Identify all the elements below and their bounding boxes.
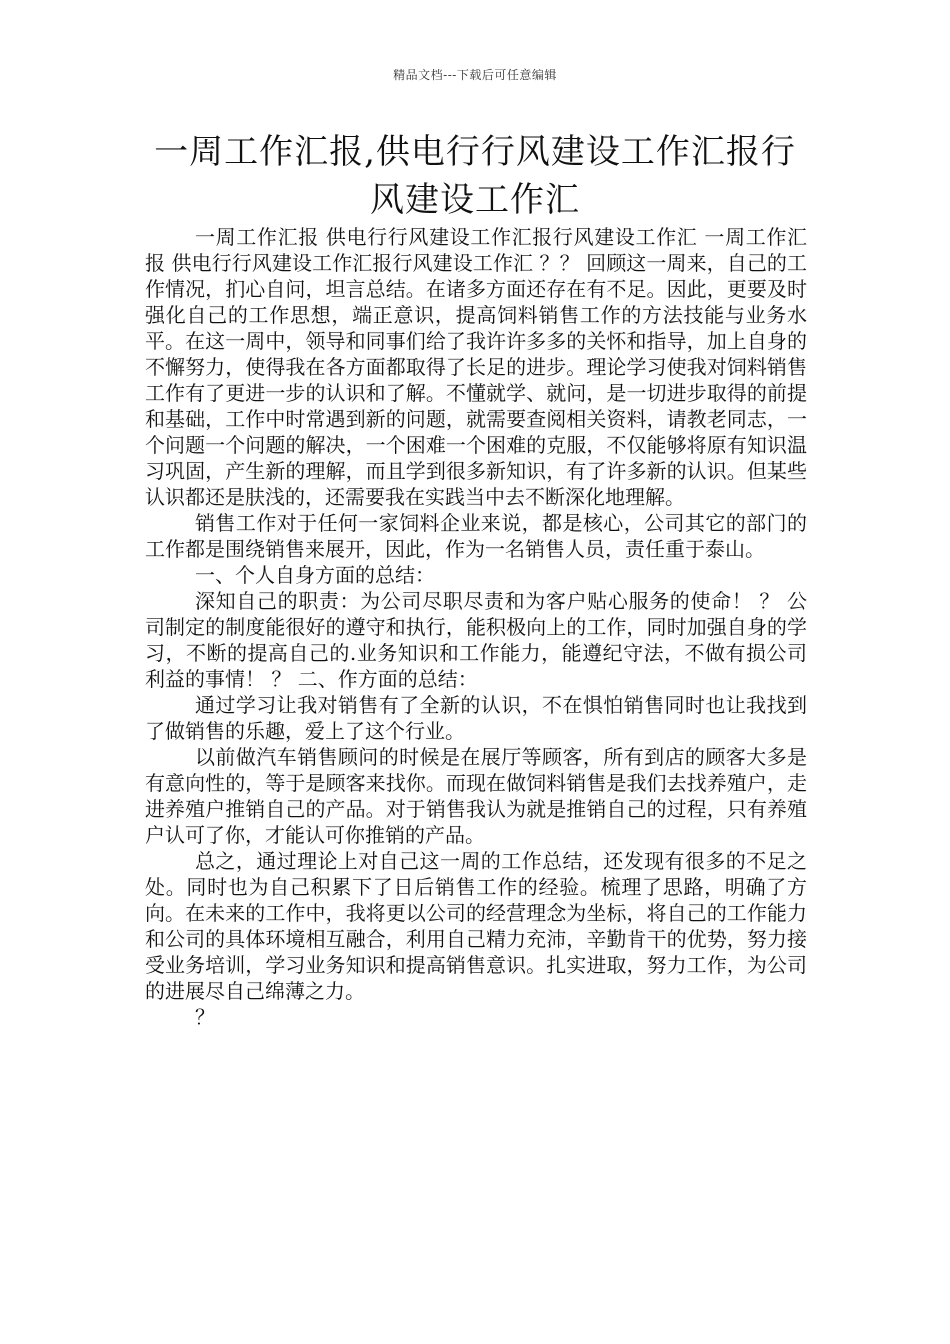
paragraph-5: 以前做汽车销售顾问的时候是在展厅等顾客，所有到店的顾客大多是有意向性的，等于是顾客来找你。而现在做饲料销售是我们去找养殖户，走进养殖户推销自己的产品。对于销售我认为就是推销自己的过程，只有养殖户认可了你，才能认可你推销的产品。 (145, 745, 807, 847)
section-heading-1: 一、个人自身方面的总结： (195, 563, 435, 587)
paragraph-1: 一周工作汇报 供电行行风建设工作汇报行风建设工作汇 一周工作汇报 供电行行风建设工作汇报行风建设工作汇 ？？ 回顾这一周来，自己的工作情况，扪心自问，坦言总结。在诸多方面还存在有不足。因此，更要及时强化自己的工作思想，端正意识，提高饲料销售工作的方法技能与业务水平。在这一周中，领导和同事们给了我许许多多的关怀和指导，加上自身的不懈努力，使得我在各方面都取得了长足的进步。理论学习使我对饲料销售工作有了更进一步的认识和了解。不懂就学、就问，是一切进步取得的前提和基础，工作中时常遇到新的问题，就需要查阅相关资料，请教老同志，一个问题一个问题的解决，一个困难一个困难的克服，不仅能够将原有知识温习巩固，产生新的理解，而且学到很多新知识，有了许多新的认识。但某些认识都还是肤浅的，还需要我在实践当中去不断深化地理解。 (145, 225, 807, 509)
document-body (145, 224, 807, 1030)
document-title: 一周工作汇报,供电行行风建设工作汇报行风建设工作汇 (154, 132, 796, 220)
paragraph-6: 总之，通过理论上对自己这一周的工作总结，还发现有很多的不足之处。同时也为自己积累下了日后销售工作的经验。梳理了思路，明确了方向。在未来的工作中，我将更以公司的经营理念为坐标，将自己的工作能力和公司的具体环境相互融合，利用自己精力充沛，辛勤肯干的优势，努力接受业务培训，学习业务知识和提高销售意识。扎实进取，努力工作，为公司的进展尽自己绵薄之力。 (145, 849, 807, 1003)
paragraph-2: 销售工作对于任何一家饲料企业来说，都是核心，公司其它的部门的工作都是围绕销售来展开，因此，作为一名销售人员，责任重于泰山。 (145, 511, 807, 561)
paragraph-7: ？ (195, 1005, 215, 1029)
page-header: 精品文档---下载后可任意编辑 (393, 68, 557, 82)
paragraph-4: 通过学习让我对销售有了全新的认识，不在惧怕销售同时也让我找到了做销售的乐趣，爱上了这个行业。 (145, 693, 807, 743)
paragraph-3: 深知自己的职责：为公司尽职尽责和为客户贴心服务的使命！ ？ 公司制定的制度能很好的遵守和执行，能积极向上的工作，同时加强自身的学习，不断的提高自己的.业务知识和工作能力，能遵纪守法，不做有损公司利益的事情！ ？ 二、作方面的总结： (145, 589, 807, 691)
